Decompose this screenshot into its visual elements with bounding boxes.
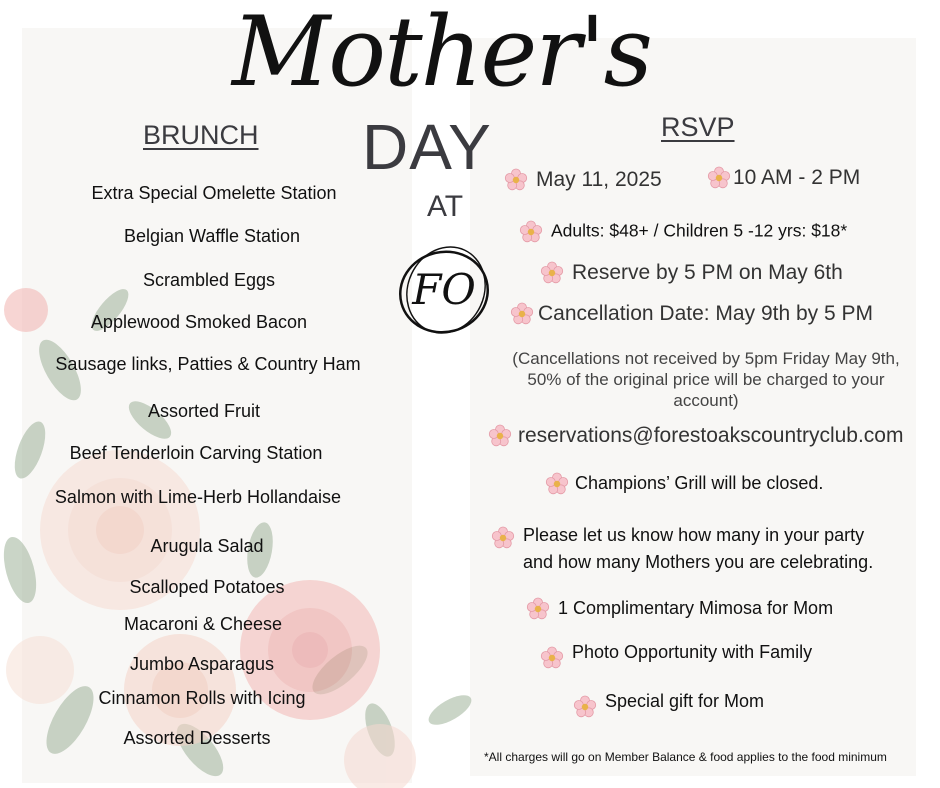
rsvp-gift: [573, 691, 764, 719]
pink-flower-icon: [545, 472, 569, 496]
pink-flower-icon: [526, 597, 550, 621]
pink-flower-icon: [510, 302, 534, 326]
menu-item: Beef Tenderloin Carving Station: [69, 443, 323, 463]
rsvp-grill-text: Champions’ Grill will be closed.: [575, 472, 824, 493]
menu-item: Arugula Salad: [150, 536, 264, 556]
menu-item: Extra Special Omelette Station: [91, 183, 337, 203]
rsvp-party-line2: and how many Mothers you are celebrating.: [523, 552, 874, 572]
day-title: DAY: [362, 111, 492, 183]
pink-flower-icon: [504, 168, 528, 192]
rsvp-email: [488, 424, 903, 448]
pink-flower-icon: [540, 646, 564, 670]
menu-item: Sausage links, Patties & Country Ham: [55, 354, 361, 374]
rsvp-cancellation: [510, 302, 873, 326]
rsvp-email-text: reservations@forestoakscountryclub.com: [518, 424, 904, 447]
rsvp-party: [491, 522, 873, 576]
menu-item: Scalloped Potatoes: [129, 577, 285, 597]
pink-flower-icon: [573, 695, 597, 719]
menu-item: Assorted Fruit: [147, 401, 261, 421]
menu-item: Applewood Smoked Bacon: [90, 312, 308, 332]
at-label: AT: [427, 190, 464, 223]
pink-flower-icon: [491, 526, 515, 550]
rsvp-time: [707, 166, 860, 190]
rsvp-cancellation-text: Cancellation Date: May 9th by 5 PM: [538, 302, 873, 325]
menu-item: Cinnamon Rolls with Icing: [98, 688, 306, 708]
rsvp-party-line1: Please let us know how many in your party: [523, 525, 865, 545]
menu-item: Scrambled Eggs: [142, 270, 276, 290]
pink-flower-icon: [707, 166, 731, 190]
rsvp-date: [504, 168, 662, 192]
menu-item: Assorted Desserts: [123, 728, 271, 748]
menu-item: Macaroni & Cheese: [123, 614, 283, 634]
pink-flower-icon: [519, 220, 543, 244]
club-logo: [394, 240, 494, 340]
rsvp-mimosa-text: 1 Complimentary Mimosa for Mom: [558, 597, 834, 618]
rsvp-prices: [519, 220, 847, 244]
logo-letters: FO: [412, 265, 476, 314]
mothers-script-title: Mother's: [232, 0, 651, 108]
pink-flower-icon: [540, 261, 564, 285]
menu-item: Salmon with Lime-Herb Hollandaise: [54, 487, 342, 507]
menu-item: Belgian Waffle Station: [123, 226, 301, 246]
rsvp-date-text: May 11, 2025: [536, 168, 662, 191]
pink-flower-icon: [488, 424, 512, 448]
rsvp-mimosa: [526, 597, 833, 621]
rsvp-grill: [545, 472, 823, 496]
brunch-heading: BRUNCH: [143, 120, 259, 150]
rsvp-prices-text: Adults: $48+ / Children 5 -12 yrs: $18*: [551, 220, 848, 241]
footnote: *All charges will go on Member Balance & food applies to the food minimum: [484, 750, 887, 764]
rsvp-reserve: [540, 261, 843, 285]
rsvp-reserve-text: Reserve by 5 PM on May 6th: [572, 261, 843, 284]
rsvp-time-text: 10 AM - 2 PM: [733, 166, 861, 189]
rsvp-photo: [540, 642, 812, 670]
menu-item: Jumbo Asparagus: [129, 654, 275, 674]
cancellation-note: (Cancellations not received by 5pm Friday May 9th, 50% of the original price will be charged to your account): [512, 349, 900, 410]
rsvp-heading: RSVP: [661, 112, 735, 142]
rsvp-gift-text: Special gift for Mom: [605, 691, 765, 711]
rsvp-photo-text: Photo Opportunity with Family: [572, 642, 813, 662]
